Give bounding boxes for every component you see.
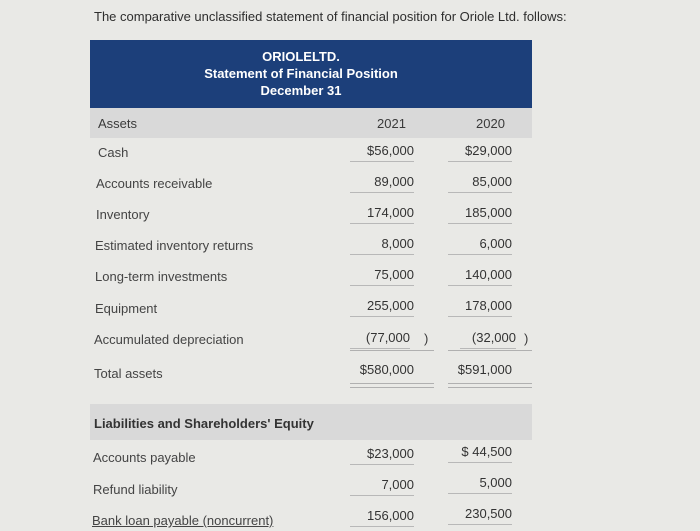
total-assets-label: Total assets: [94, 366, 163, 381]
cash-2020-input[interactable]: $29,000: [448, 141, 512, 162]
total-double-line-2020: [448, 383, 532, 388]
lt-investments-2021-input[interactable]: 75,000: [350, 265, 414, 286]
accum-dep-2020-input[interactable]: (32,000: [460, 328, 516, 349]
ap-2020-input[interactable]: $ 44,500: [448, 442, 512, 463]
ap-label: Accounts payable: [93, 450, 196, 465]
liabilities-heading: Liabilities and Shareholders' Equity: [94, 416, 314, 431]
paren-close-2020: ): [524, 331, 529, 346]
subtotal-line-2020: [448, 350, 532, 351]
statement-header: [90, 40, 532, 108]
intro-text: The comparative unclassified statement of financial position for Oriole Ltd. follows:: [94, 9, 567, 24]
bank-loan-label: Bank loan payable (noncurrent): [92, 513, 274, 528]
lt-investments-2020-input[interactable]: 140,000: [448, 265, 512, 286]
cash-label: Cash: [98, 145, 129, 160]
total-double-line-2021: [350, 383, 434, 388]
year-2020-heading: 2020: [476, 116, 505, 131]
cash-2021-input[interactable]: $56,000: [350, 141, 414, 162]
refund-liability-label: Refund liability: [93, 482, 178, 497]
assets-heading: Assets: [98, 116, 138, 131]
subtotal-line-2021: [350, 350, 434, 351]
equipment-2021-input[interactable]: 255,000: [350, 296, 414, 317]
total-assets-2021-input[interactable]: $580,000: [359, 362, 414, 377]
paren-close-2021: ): [424, 331, 429, 346]
bank-loan-2021-input[interactable]: 156,000: [350, 506, 414, 527]
column-header-row: [90, 108, 532, 138]
est-returns-2021-input[interactable]: 8,000: [350, 234, 414, 255]
liabilities-heading-row: [90, 404, 532, 440]
ar-2021-input[interactable]: 89,000: [350, 172, 414, 193]
total-assets-2020-input[interactable]: $591,000: [457, 362, 512, 377]
year-2021-heading: 2021: [377, 116, 406, 131]
statement-date: December 31: [260, 83, 342, 98]
accum-dep-label: Accumulated depreciation: [94, 332, 244, 347]
inventory-2020-input[interactable]: 185,000: [448, 203, 512, 224]
statement-title: Statement of Financial Position: [204, 66, 398, 81]
est-returns-label: Estimated inventory returns: [95, 238, 254, 253]
ar-2020-input[interactable]: 85,000: [448, 172, 512, 193]
refund-liability-2021-input[interactable]: 7,000: [350, 475, 414, 496]
company-name: ORIOLELTD.: [262, 49, 340, 64]
refund-liability-2020-input[interactable]: 5,000: [448, 473, 512, 494]
equipment-label: Equipment: [95, 301, 158, 316]
inventory-label: Inventory: [96, 207, 150, 222]
lt-investments-label: Long-term investments: [95, 269, 228, 284]
ap-2021-input[interactable]: $23,000: [350, 444, 414, 465]
ar-label: Accounts receivable: [96, 176, 213, 191]
inventory-2021-input[interactable]: 174,000: [350, 203, 414, 224]
accum-dep-2021-input[interactable]: (77,000: [350, 328, 410, 349]
est-returns-2020-input[interactable]: 6,000: [448, 234, 512, 255]
bank-loan-2020-input[interactable]: 230,500: [448, 504, 512, 525]
equipment-2020-input[interactable]: 178,000: [448, 296, 512, 317]
